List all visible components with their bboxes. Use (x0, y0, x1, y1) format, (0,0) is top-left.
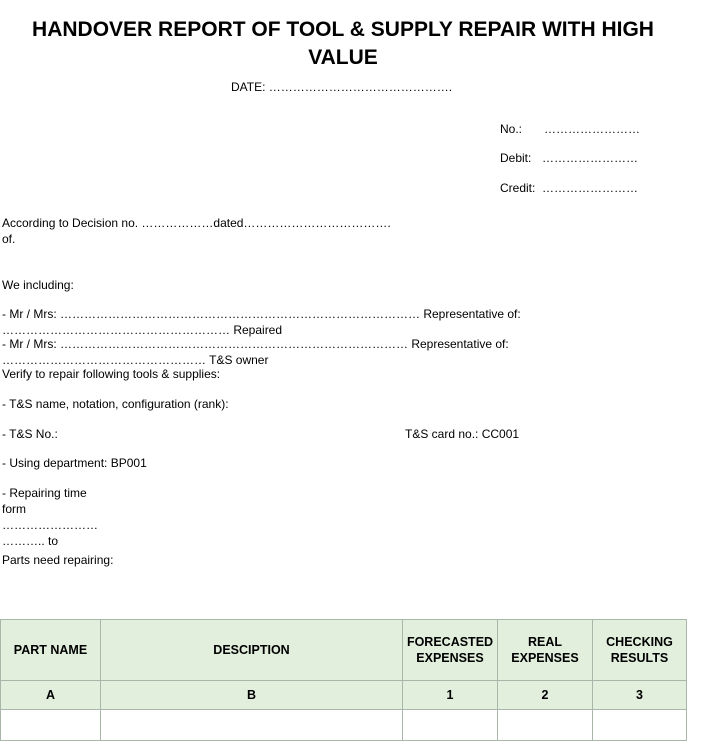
debit-value: …………………… (542, 151, 638, 165)
header-description: DESCIPTION (101, 620, 403, 681)
using-department-line: - Using department: BP001 (2, 456, 147, 470)
no-label: No.: (500, 122, 523, 136)
decision-of: of. (2, 232, 16, 246)
header-real-expenses: REAL EXPENSES (498, 620, 593, 681)
decision-line: According to Decision no. ………………dated………………………………. (2, 216, 391, 230)
debit-label: Debit: (500, 151, 532, 165)
ts-card-line: T&S card no.: CC001 (405, 427, 520, 441)
date-line: DATE: ………………………………………. (231, 80, 453, 94)
person2-tail: …………………………………………… T&S owner (2, 353, 269, 367)
person1-line: - Mr / Mrs: ……………………………………………………………………………… Representative of: (2, 307, 521, 321)
index-cell: B (101, 681, 403, 710)
table-cell[interactable] (593, 710, 687, 741)
parts-need-repairing: Parts need repairing: (2, 553, 114, 567)
table-row (1, 710, 687, 741)
table-cell[interactable] (101, 710, 403, 741)
index-cell: 1 (403, 681, 498, 710)
table-cell[interactable] (498, 710, 593, 741)
repair-time-label: - Repairing time (2, 486, 87, 500)
index-cell: 3 (593, 681, 687, 710)
repair-time-form: form (2, 502, 26, 516)
table-cell[interactable] (403, 710, 498, 741)
credit-label: Credit: (500, 181, 536, 195)
we-including: We including: (2, 278, 74, 292)
verify-line: Verify to repair following tools & supplies: (2, 367, 221, 381)
header-forecasted-expenses: FORECASTED EXPENSES (403, 620, 498, 681)
no-value: …………………… (544, 122, 640, 136)
report-title: HANDOVER REPORT OF TOOL & SUPPLY REPAIR WITH HIGH VALUE (32, 18, 654, 69)
credit-value: …………………… (542, 181, 638, 195)
ts-name-line: - T&S name, notation, configuration (rank): (2, 397, 229, 411)
ts-no-label: - T&S No.: (2, 427, 58, 441)
parts-table (0, 619, 687, 741)
table-index-row (1, 681, 687, 710)
person2-line: - Mr / Mrs: …………………………………………………………………………… Representative of: (2, 337, 509, 351)
index-cell: 2 (498, 681, 593, 710)
repair-time-to: ……….. to (2, 534, 59, 548)
table-header-row (1, 620, 687, 681)
repair-time-dots: …………………… (2, 518, 98, 532)
index-cell: A (1, 681, 101, 710)
table-cell[interactable] (1, 710, 101, 741)
header-checking-results: CHECKING RESULTS (593, 620, 687, 681)
header-part-name: PART NAME (1, 620, 101, 681)
person1-tail: ………………………………………………… Repaired (2, 323, 283, 337)
